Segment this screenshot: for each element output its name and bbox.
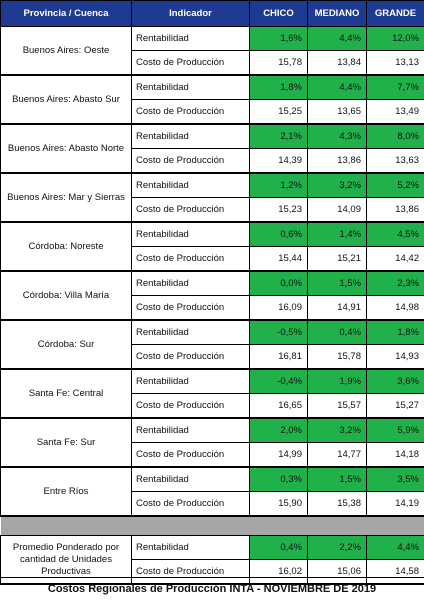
rentability-value: 1,9%	[308, 369, 367, 394]
cost-value: 16,09	[250, 296, 308, 321]
rentability-value: 0,6%	[250, 222, 308, 247]
table-row	[1, 369, 424, 394]
rentability-value: 1,8%	[250, 75, 308, 100]
indicator-label: Costo de Producción	[132, 492, 250, 517]
rentability-value: 3,2%	[308, 173, 367, 198]
cost-value: 16,81	[250, 345, 308, 370]
header-medium: MEDIANO	[308, 1, 367, 27]
rentability-value: 7,7%	[367, 75, 424, 100]
cost-value: 15,44	[250, 247, 308, 272]
indicator-label: Costo de Producción	[132, 149, 250, 174]
rentability-value: 0,4%	[250, 536, 308, 560]
table-row	[1, 271, 424, 296]
region-name: Santa Fe: Central	[1, 369, 132, 418]
rentability-value: 0,3%	[250, 467, 308, 492]
indicator-label: Rentabilidad	[132, 369, 250, 394]
cost-value: 13,84	[308, 51, 367, 76]
cost-value: 13,86	[308, 149, 367, 174]
cost-value: 14,18	[367, 443, 424, 468]
cost-value: 13,65	[308, 100, 367, 125]
separator-row	[1, 516, 424, 536]
region-name: Córdoba: Sur	[1, 320, 132, 369]
header-large: GRANDE	[367, 1, 424, 27]
indicator-label: Costo de Producción	[132, 394, 250, 419]
cost-value: 15,38	[308, 492, 367, 517]
average-label: Promedio Ponderado por cantidad de Unidades Productivas	[1, 536, 132, 585]
region-name: Buenos Aires: Mar y Sierras	[1, 173, 132, 222]
rentability-value: 12,0%	[367, 27, 424, 51]
rentability-value: -0,4%	[250, 369, 308, 394]
indicator-label: Costo de Producción	[132, 100, 250, 125]
cost-value: 13,13	[367, 51, 424, 76]
cost-value: 13,86	[367, 198, 424, 223]
cost-value: 15,25	[250, 100, 308, 125]
indicator-label: Costo de Producción	[132, 560, 250, 585]
table-row	[1, 27, 424, 51]
rentability-value: 2,0%	[250, 418, 308, 443]
separator-band	[1, 516, 424, 536]
rentability-value: 2,2%	[308, 536, 367, 560]
cost-value: 14,93	[367, 345, 424, 370]
rentability-value: 1,5%	[308, 271, 367, 296]
cost-value: 15,78	[308, 345, 367, 370]
indicator-label: Costo de Producción	[132, 345, 250, 370]
cost-value: 13,63	[367, 149, 424, 174]
region-name: Córdoba: Villa María	[1, 271, 132, 320]
cost-value: 15,06	[308, 560, 367, 585]
indicator-label: Rentabilidad	[132, 271, 250, 296]
cost-value: 15,23	[250, 198, 308, 223]
region-name: Santa Fe: Sur	[1, 418, 132, 467]
table-row	[1, 124, 424, 149]
rentability-value: 1,6%	[250, 27, 308, 51]
cost-value: 15,57	[308, 394, 367, 419]
rentability-value: 1,8%	[367, 320, 424, 345]
table-row	[1, 467, 424, 492]
rentability-value: 4,4%	[308, 27, 367, 51]
cost-value: 14,98	[367, 296, 424, 321]
indicator-label: Rentabilidad	[132, 173, 250, 198]
cost-value: 13,49	[367, 100, 424, 125]
rentability-value: 8,0%	[367, 124, 424, 149]
region-name: Córdoba: Noreste	[1, 222, 132, 271]
indicator-label: Costo de Producción	[132, 198, 250, 223]
indicator-label: Rentabilidad	[132, 27, 250, 51]
indicator-label: Rentabilidad	[132, 467, 250, 492]
rentability-value: 3,2%	[308, 418, 367, 443]
indicator-label: Rentabilidad	[132, 320, 250, 345]
rentability-value: 3,6%	[367, 369, 424, 394]
region-name: Entre Ríos	[1, 467, 132, 516]
cost-value: 14,09	[308, 198, 367, 223]
indicator-label: Rentabilidad	[132, 222, 250, 247]
table-row	[1, 75, 424, 100]
cost-value: 14,39	[250, 149, 308, 174]
rentability-value: 5,2%	[367, 173, 424, 198]
rentability-value: 1,5%	[308, 467, 367, 492]
cost-value: 14,42	[367, 247, 424, 272]
rentability-value: 4,3%	[308, 124, 367, 149]
table-row	[1, 173, 424, 198]
rentability-value: 0,4%	[308, 320, 367, 345]
region-name: Buenos Aires: Abasto Norte	[1, 124, 132, 173]
indicator-label: Rentabilidad	[132, 418, 250, 443]
header-province: Provincia / Cuenca	[1, 1, 132, 27]
cost-value: 15,21	[308, 247, 367, 272]
rentability-value: 1,2%	[250, 173, 308, 198]
rentability-value: 5,9%	[367, 418, 424, 443]
indicator-label: Costo de Producción	[132, 51, 250, 76]
cost-value: 16,65	[250, 394, 308, 419]
table-row	[1, 222, 424, 247]
rentability-value: 2,3%	[367, 271, 424, 296]
indicator-label: Rentabilidad	[132, 75, 250, 100]
cost-value: 14,19	[367, 492, 424, 517]
table-row	[1, 418, 424, 443]
region-name: Buenos Aires: Oeste	[1, 27, 132, 76]
indicator-label: Rentabilidad	[132, 536, 250, 560]
rentability-value: -0,5%	[250, 320, 308, 345]
table-body	[1, 27, 424, 585]
header-indicator: Indicador	[132, 1, 250, 27]
rentability-value: 2,1%	[250, 124, 308, 149]
region-name: Buenos Aires: Abasto Sur	[1, 75, 132, 124]
indicator-label: Costo de Producción	[132, 443, 250, 468]
table-row	[1, 536, 424, 560]
rentability-value: 4,4%	[308, 75, 367, 100]
rentability-value: 1,4%	[308, 222, 367, 247]
rentability-value: 0,0%	[250, 271, 308, 296]
cost-value: 15,27	[367, 394, 424, 419]
rentability-value: 3,5%	[367, 467, 424, 492]
indicator-label: Costo de Producción	[132, 247, 250, 272]
indicator-label: Rentabilidad	[132, 124, 250, 149]
cost-value: 14,77	[308, 443, 367, 468]
report-title: Costos Regionales de Producción INTA - NOVIEMBRE DE 2019	[0, 577, 424, 601]
header-small: CHICO	[250, 1, 308, 27]
cost-value: 15,78	[250, 51, 308, 76]
cost-value: 15,90	[250, 492, 308, 517]
cost-value: 16,02	[250, 560, 308, 585]
cost-value: 14,58	[367, 560, 424, 585]
rentability-value: 4,4%	[367, 536, 424, 560]
table-row	[1, 320, 424, 345]
cost-value: 14,91	[308, 296, 367, 321]
rentability-value: 4,5%	[367, 222, 424, 247]
cost-value: 14,99	[250, 443, 308, 468]
indicator-label: Costo de Producción	[132, 296, 250, 321]
header-row	[1, 1, 424, 27]
